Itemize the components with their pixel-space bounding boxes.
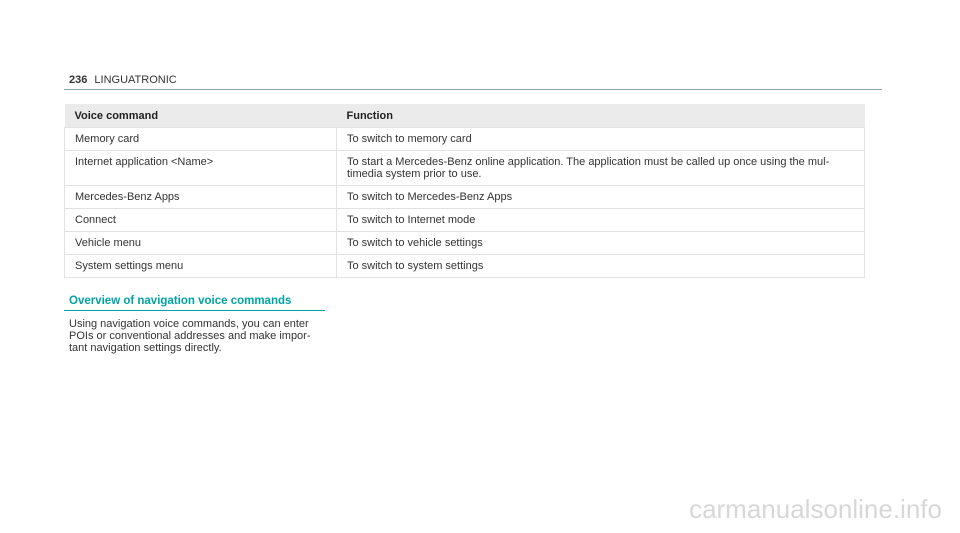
paragraph-line: Using navigation voice commands, you can enter: [69, 318, 309, 330]
page-header: [69, 74, 177, 86]
section-heading-underline: [64, 310, 325, 311]
voice-command-table: [64, 104, 865, 278]
command-cell: System settings menu: [65, 255, 337, 278]
chapter-title: LINGUATRONIC: [94, 74, 177, 86]
function-cell: To switch to memory card: [337, 128, 865, 151]
function-cell: To start a Mercedes-Benz online application. The application must be called up once using the mul- timedia system prior to use.: [337, 151, 865, 186]
command-cell: Memory card: [65, 128, 337, 151]
function-cell: To switch to Mercedes-Benz Apps: [337, 186, 865, 209]
function-cell: To switch to system settings: [337, 255, 865, 278]
command-cell: Mercedes-Benz Apps: [65, 186, 337, 209]
table-row: [65, 128, 865, 151]
table-row: [65, 151, 865, 186]
page-number: 236: [69, 74, 88, 86]
section-paragraph: [69, 318, 339, 354]
paragraph-line: POIs or conventional addresses and make impor-: [69, 330, 311, 342]
command-cell: Connect: [65, 209, 337, 232]
function-cell: To switch to vehicle settings: [337, 232, 865, 255]
table-row: [65, 255, 865, 278]
column-header-function: Function: [337, 104, 865, 128]
table-row: [65, 186, 865, 209]
column-header-voice-command: Voice command: [65, 104, 337, 128]
function-cell: To switch to Internet mode: [337, 209, 865, 232]
table-header-row: [65, 104, 865, 128]
site-watermark: carmanualsonline.info: [689, 494, 942, 524]
paragraph-line: tant navigation settings directly.: [69, 342, 222, 354]
command-cell: Vehicle menu: [65, 232, 337, 255]
header-divider: [64, 89, 882, 90]
section-heading: Overview of navigation voice commands: [69, 295, 292, 307]
table-row: [65, 232, 865, 255]
table-row: [65, 209, 865, 232]
command-cell: Internet application <Name>: [65, 151, 337, 186]
